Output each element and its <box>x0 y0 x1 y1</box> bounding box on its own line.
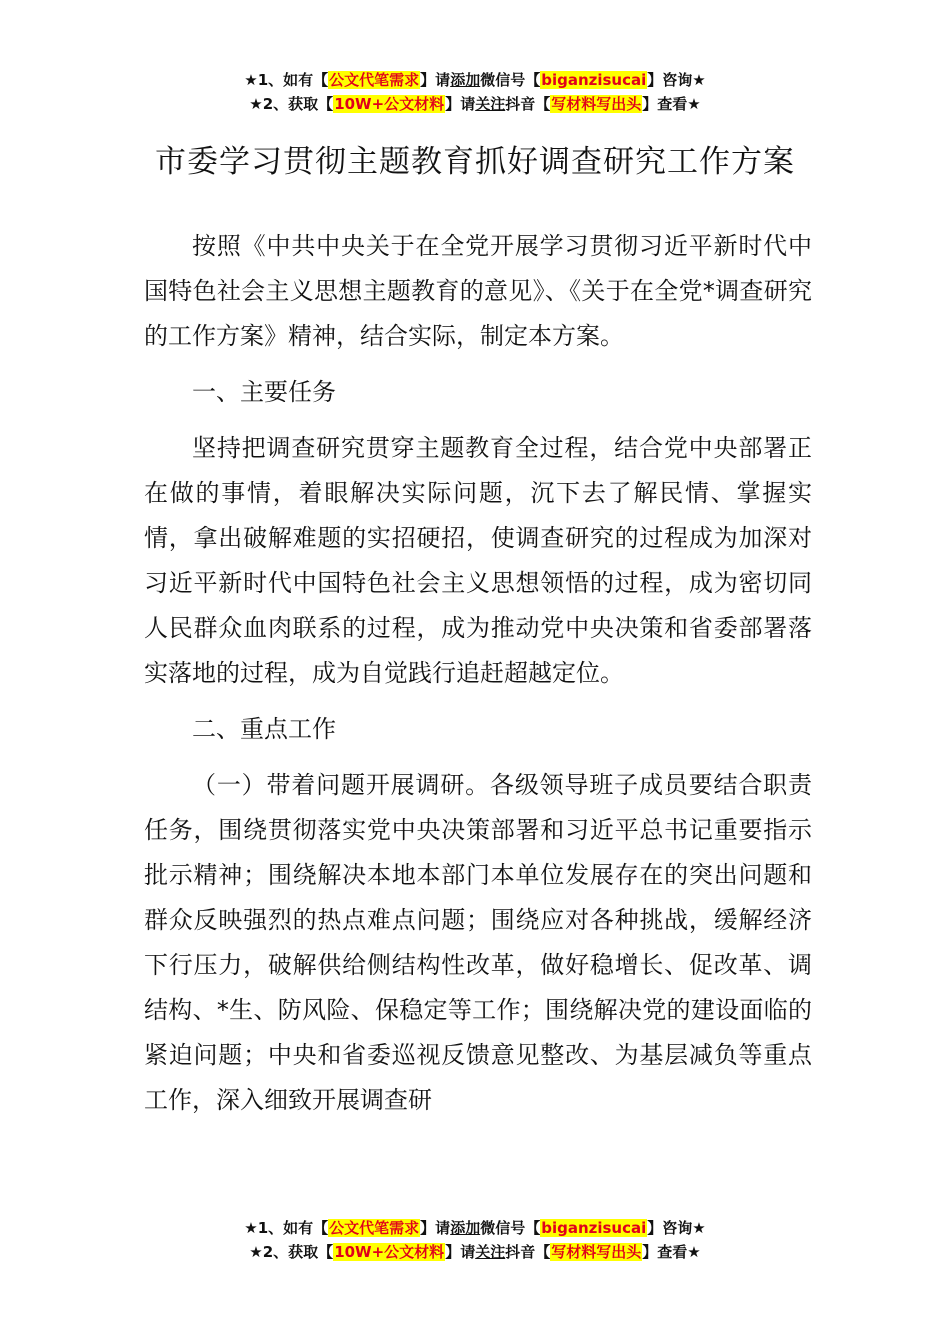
banner-text: 微信号【 <box>480 1219 541 1237</box>
paragraph-intro: 按照《中共中央关于在全党开展学习贯彻习近平新时代中国特色社会主义思想主题教育的意见》、《关于在全党*调查研究的工作方案》精神，结合实际，制定本方案。 <box>144 232 812 350</box>
section-heading-2: 二、重点工作 <box>192 715 336 743</box>
banner-underlined: 关注 <box>475 95 506 113</box>
banner-text: ★1、如有【 <box>244 1219 329 1237</box>
banner-text: ★2、获取【 <box>249 1243 334 1261</box>
header-banner <box>0 68 950 116</box>
banner-highlight: 10W+公文材料 <box>334 1243 445 1261</box>
banner-line-2 <box>0 1240 950 1264</box>
banner-text: 】请 <box>420 71 451 89</box>
banner-highlight: 公文代笔需求 <box>329 1219 420 1237</box>
paragraph-main-task: 坚持把调查研究贯穿主题教育全过程，结合党中央部署正在做的事情，着眼解决实际问题，沉下去了解民情、掌握实情，拿出破解难题的实招硬招，使调查研究的过程成为加深对习近平新时代中国特色社会主义思想领悟的过程，成为密切同人民群众血肉联系的过程，成为推动党中央决策和省委部署落实落地的过程，成为自觉践行追赶超越定位。 <box>144 434 812 687</box>
paragraph-key-work-1: （一）带着问题开展调研。各级领导班子成员要结合职责任务，围绕贯彻落实党中央决策部署和习近平总书记重要指示批示精神；围绕解决本地本部门本单位发展存在的突出问题和群众反映强烈的热点难点问题；围绕应对各种挑战，缓解经济下行压力，破解供给侧结构性改革，做好稳增长、促改革、调结构、*生、防风险、保稳定等工作；围绕解决党的建设面临的紧迫问题；中央和省委巡视反馈意见整改、为基层减负等重点工作，深入细致开展调查研 <box>144 771 812 1114</box>
banner-text: 】查看★ <box>642 95 701 113</box>
document-title: 市委学习贯彻主题教育抓好调查研究工作方案 <box>155 143 795 180</box>
banner-text: 】查看★ <box>642 1243 701 1261</box>
banner-text: 】咨询★ <box>647 71 706 89</box>
banner-highlight: 10W+公文材料 <box>334 95 445 113</box>
banner-line-1 <box>0 1216 950 1240</box>
banner-text: 】请 <box>420 1219 451 1237</box>
banner-line-1 <box>0 68 950 92</box>
banner-text: ★2、获取【 <box>249 95 334 113</box>
banner-highlight: 写材料写出头 <box>551 1243 642 1261</box>
banner-text: 】请 <box>445 95 476 113</box>
banner-text: 微信号【 <box>480 71 541 89</box>
banner-underlined: 添加 <box>450 71 481 89</box>
banner-underlined: 添加 <box>450 1219 481 1237</box>
banner-underlined: 关注 <box>475 1243 506 1261</box>
document-body <box>144 224 812 1134</box>
banner-text: 】请 <box>445 1243 476 1261</box>
footer-banner <box>0 1216 950 1264</box>
banner-highlight: 写材料写出头 <box>551 95 642 113</box>
banner-highlight: 公文代笔需求 <box>329 71 420 89</box>
section-heading-1: 一、主要任务 <box>192 378 336 406</box>
banner-text: 抖音【 <box>505 1243 551 1261</box>
banner-highlight: biganzisucai <box>541 1219 647 1237</box>
banner-line-2 <box>0 92 950 116</box>
banner-text: 抖音【 <box>505 95 551 113</box>
banner-text: ★1、如有【 <box>244 71 329 89</box>
banner-text: 】咨询★ <box>647 1219 706 1237</box>
banner-highlight: biganzisucai <box>541 71 647 89</box>
